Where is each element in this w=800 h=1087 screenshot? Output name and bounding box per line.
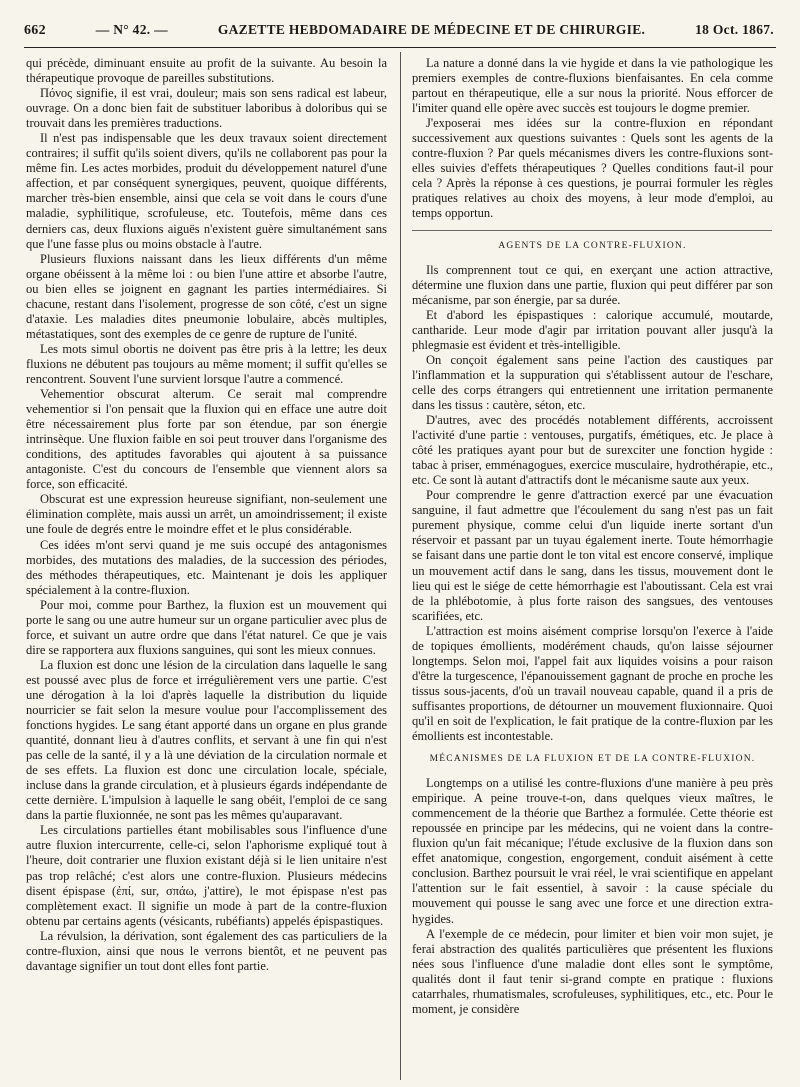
paragraph: D'autres, avec des procédés notablement différents, accroissent l'activité d'une partie : ventouses, purgatifs, émétiques, etc. Je place à côté les pratiques ayant pour but de surexciter une fonction hygide : tabac à priser, emménagogues, exercice musculaire, hydrothérapie, etc., etc. Ce sont là autant d'attractifs dont le mécanisme saute aux yeux. [412,413,773,488]
paragraph: A l'exemple de ce médecin, pour limiter et bien voir mon sujet, je ferai abstraction des qualités particulières que présentent les fluxions nées sous l'influence d'une maladie dont elles sont le symptôme, qualités dont il faut tenir si-grand compte en pratique : fluxions catarrhales, rhumatismales, scrofuleuses, syphilitiques, etc., etc. Pour le moment, je considère [412,926,773,1016]
paragraph: La fluxion est donc une lésion de la circulation dans laquelle le sang est poussé avec plus de force et irrégulièrement vers une partie. C'est une dérogation à la loi d'après laquelle la distribution du liquide nourricier se fait selon la mesure voulue pour l'accomplissement des fonctions hygides. Le sang étant apporté dans un organe en plus grande quantité, donnant lieu à d'autres conflits, et servant à une fin qui n'est pas celle de la santé, il y a là une déviation de la circulation normale et de ses effets. La fluxion est donc une circulation locale, spéciale, incluse dans la grande circulation, et à plusieurs égards indépendante de cette dernière. L'impulsion à laquelle le sang obéit, l'emploi de ce sang dans la partie fluxionnée, ne sont pas les mêmes qu'auparavant. [26,657,387,823]
paragraph: Longtemps on a utilisé les contre-fluxions d'une manière à peu près empirique. A peine trouve-t-on, dans quelques vieux maîtres, le commencement de la théorie que Barthez a formulée. Cette théorie est repoussée en principe par les médecins, qui ne voient dans la contre-fluxion qu'un fait mécanique; l'étude exclusive de la fluxion dans son effet anatomique, congestion, engorgement, conduit aisément à cette conclusion. Barthez poursuit le vrai réel, le vrai scientifique en appelant l'attention sur le fait essentiel, à savoir : la cause spéciale du mouvement qui pousse le sang avec une force et une direction extra-hygides. [412,776,773,926]
paragraph: Les circulations partielles étant mobilisables sous l'influence d'une autre fluxion intercurrente, celle-ci, selon l'aphorisme expliqué tout à l'heure, doit contrarier une fluxion existant déjà si le lien unitaire n'est pas trop relâché; c'est alors une contre-fluxion. Plusieurs médecins disent épispase (ἐπί, sur, σπάω, j'attire), le mot épispase n'est pas complètement exact. Il signifie un mode à part de la contre-fluxion obtenu par certains agents (vésicants, rubéfiants) appelés épispastiques. [26,823,387,928]
paragraph: Ils comprennent tout ce qui, en exerçant une action attractive, détermine une fluxion dans une partie, fluxion qui peut différer par son mécanisme, par son énergie, par sa durée. [412,262,773,307]
paragraph: Il n'est pas indispensable que les deux travaux soient directement contraires; il suffit qu'ils soient divers, qu'ils ne collaborent pas pour la même fin. Les actes morbides, produit du développement naturel d'une affection, et par conséquent synergiques, peuvent, quoique différents, marcher très-bien ensemble, ainsi que cela se voit dans le cours d'une maladie, syphilitique, scrofuleuse, etc. Toutefois, même dans ces derniers cas, deux fluxions aiguës n'existent guère simultanément sans que l'une fasse plus ou moins obstacle à l'autre. [26,131,387,251]
section-heading-mecanismes: MÉCANISMES DE LA FLUXION ET DE LA CONTRE-FLUXION. [429,754,756,765]
issue-date: 18 Oct. 1867. [695,22,774,37]
paragraph: J'exposerai mes idées sur la contre-fluxion en répondant successivement aux questions suivantes : Quels sont les agents de la contre-fluxion ? Par quels mécanismes divers les contre-fluxions sont-elles suivies d'effets thérapeutiques ? Quelles conditions faut-il pour cela ? Après la réponse à ces questions, je pourrai formuler les règles pratiques relatives au choix des moyens, à leur mode d'emploi, au temps opportun. [412,116,773,221]
journal-title: GAZETTE HEBDOMADAIRE DE MÉDECINE ET DE CHIRURGIE. [217,22,646,37]
right-column [412,56,773,1076]
paragraph: On conçoit également sans peine l'action des caustiques par l'inflammation et la suppuration qui s'établissent autour de l'eschare, celle des corps étrangers qui entretiennent une irritation permanente dans les tissus : cautère, séton, etc. [412,352,773,412]
paragraph: Obscurat est une expression heureuse signifiant, non-seulement une élimination complète, mais aussi un arrêt, un amoindrissement; il existe une foule de degrés entre le moindre effet et le plus considérable. [26,492,387,537]
header-rule [24,47,776,48]
page-header [24,22,774,46]
paragraph: L'attraction est moins aisément comprise lorsqu'on l'exerce à l'aide de topiques émollients, modérément chauds, qu'on laisse séjourner longtemps. Selon moi, l'appel fait aux liquides voisins a pour raison d'être la turgescence, l'épanouissement gagnant de proche en proche les tissus sous-jacents, d'où un travail nouveau capable, quand il a pris de suffisantes proportions, de détourner un mouvement fluxionnaire. Quoi qu'il en soit de l'explication, le fait pratique de la contre-fluxion par les émollients est incontestable. [412,623,773,744]
paragraph: La nature a donné dans la vie hygide et dans la vie pathologique les premiers exemples de contre-fluxions bienfaisantes. En cela comme partout en thérapeutique, elle a sur nous la priorité. Nous efforcer de l'imiter quand elle opère avec succès est toujours le dogme premier. [412,56,773,116]
paragraph: Plusieurs fluxions naissant dans les lieux différents d'un même organe obéissent à la même loi : ou bien l'une attire et absorbe l'autre, ou bien elles se joignent en gagnant les parties intermédiaires. Si chacune, restant dans l'isolement, progresse de son côté, c'est un signe d'ataxie. Les maladies dites pneumonie lobulaire, abcès multiples, métastatiques, sont des exemples de ce genre de rupture de l'unité. [26,251,387,341]
paragraph: Πόνος signifie, il est vrai, douleur; mais son sens radical est labeur, ouvrage. On a donc bien fait de substituer laboribus à doloribus qui se trouvait dans les premières traductions. [26,86,387,131]
section-heading-agents: AGENTS DE LA CONTRE-FLUXION. [498,240,687,251]
paragraph: La révulsion, la dérivation, sont également des cas particuliers de la contre-fluxion, ainsi que nous le verrons bientôt, et ne peuvent pas davantage signifier un tout dont elles font partie. [26,928,387,973]
paragraph: Et d'abord les épispastiques : calorique accumulé, moutarde, cantharide. Leur mode d'agir par irritation pouvant aller jusqu'à la phlegmasie est évident et très-intelligible. [412,307,773,352]
paragraph: qui précède, diminuant ensuite au profit de la suivante. Au besoin la thérapeutique provoque de pareilles substitutions. [26,56,387,86]
issue-number: — N° 42. — [95,22,168,37]
paragraph: Pour comprendre le genre d'attraction exercé par une évacuation sanguine, il faut admettre que l'écoulement du sang n'est pas un fait purement physique, comme celui d'un liquide inerte sortant d'un réservoir et passant par un tuyau également inerte. Toute hémorrhagie se faisant dans une partie dont le ton vital est encore conservé, implique un mouvement actif dans le sang, dans les tissus, mouvement dont le lieu qui est le siége de cette hémorrhagie est l'aboutissant. Cela est vrai de la phlébotomie, à plus forte raison des sangsues, des ventouses scarifiées, etc. [412,488,773,623]
column-divider [400,52,401,1080]
section-divider [412,230,772,231]
paragraph: Vehementior obscurat alterum. Ce serait mal comprendre vehementior si l'on pensait que la fluxion qui en efface une autre doit être nécessairement plus forte par son étendue, par son énergie intrinsèque. Une fluxion faible en soi peut trouver dans l'organisme des conditions, des aptitudes favorables qui ajoutent à sa puissance antagoniste. C'est du concours de l'ensemble que viennent alors sa force, son efficacité. [26,387,387,492]
paragraph: Les mots simul obortis ne doivent pas être pris à la lettre; les deux fluxions ne débutent pas toujours au même moment; il suffit qu'elles se rencontrent. Souvent l'une survient lorsque l'autre a commencé. [26,341,387,386]
page-number: 662 [24,23,46,38]
paragraph: Ces idées m'ont servi quand je me suis occupé des antagonismes morbides, des mutations des maladies, de la succession des périodes, des méthodes thérapeutiques, etc. Maintenant je dois les appliquer spécialement à la contre-fluxion. [26,537,387,597]
paragraph: Pour moi, comme pour Barthez, la fluxion est un mouvement qui porte le sang ou une autre humeur sur un organe particulier avec plus de force, et suivant un autre ordre que dans l'état naturel. Ce que je vais dire se rapportera aux fluxions sanguines, qui sont les mieux connues. [26,597,387,657]
left-column [26,56,387,1076]
